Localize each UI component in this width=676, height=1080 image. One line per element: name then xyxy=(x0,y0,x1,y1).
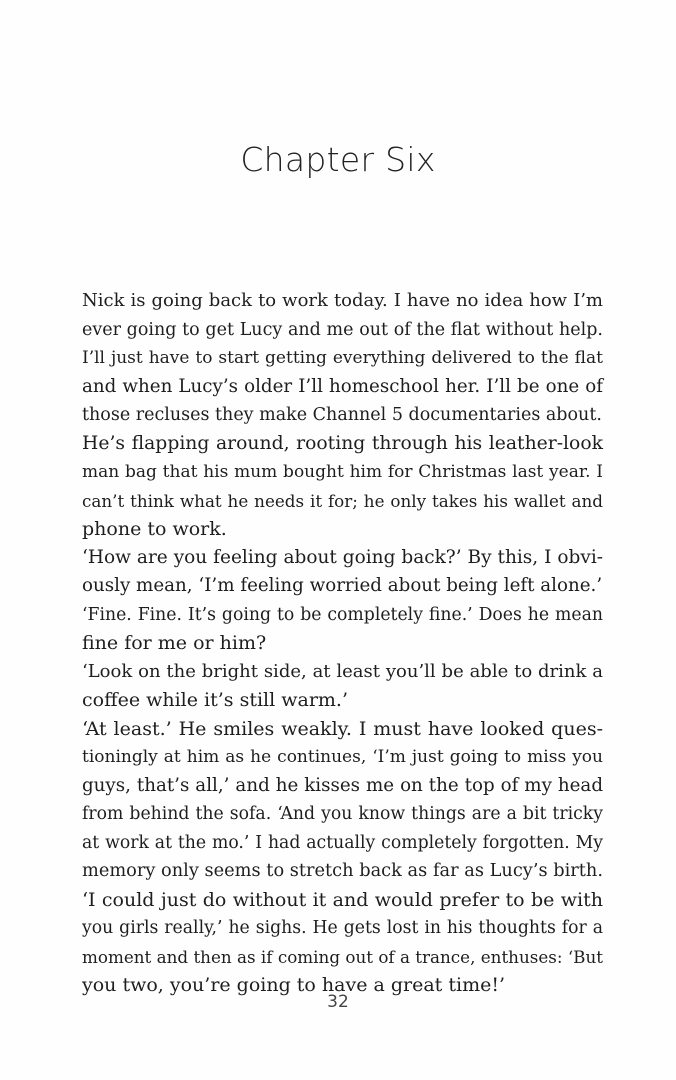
text-line: guys, that’s all,’ and he kisses me on the top of my head xyxy=(82,774,603,796)
text-line: ‘Look on the bright side, at least you’ll be able to drink a xyxy=(82,660,603,682)
text-line: and when Lucy’s older I’ll homeschool her. I’ll be one of xyxy=(82,375,603,397)
page-number: 32 xyxy=(327,992,349,1012)
body-text xyxy=(82,287,603,1000)
text-line: from behind the sofa. ‘And you know things are a bit tricky xyxy=(82,804,603,824)
text-line: can’t think what he needs it for; he only takes his wallet and xyxy=(82,490,603,511)
text-line: you girls really,’ he sighs. He gets lost in his thoughts for a xyxy=(82,918,603,938)
text-line: tioningly at him as he continues, ‘I’m just going to miss you xyxy=(82,747,603,767)
text-line: those recluses they make Channel 5 documentaries about. xyxy=(82,405,602,425)
text-line: you two, you’re going to have a great time!’ xyxy=(82,974,506,996)
text-line: phone to work. xyxy=(82,518,227,540)
text-line: ‘How are you feeling about going back?’ By this, I obvi- xyxy=(82,546,603,568)
text-line: fine for me or him? xyxy=(82,632,267,654)
text-line: coffee while it’s still warm.’ xyxy=(82,689,349,711)
text-line: memory only seems to stretch back as far as Lucy’s birth. xyxy=(82,861,603,881)
chapter-title: Chapter Six xyxy=(240,140,436,179)
text-line: ‘At least.’ He smiles weakly. I must have looked ques- xyxy=(82,717,603,740)
text-line: ‘I could just do without it and would prefer to be with xyxy=(82,888,603,911)
text-line: man bag that his mum bought him for Christmas last year. I xyxy=(82,462,603,482)
text-line: moment and then as if coming out of a trance, enthuses: ‘But xyxy=(82,946,603,967)
text-line: ously mean, ‘I’m feeling worried about being left alone.’ xyxy=(82,575,603,596)
text-line: He’s flapping around, rooting through his leather-look xyxy=(82,432,603,454)
text-line: ever going to get Lucy and me out of the flat without help. xyxy=(82,319,603,340)
text-line: ‘Fine. Fine. It’s going to be completely fine.’ Does he mean xyxy=(82,604,603,625)
text-line: I’ll just have to start getting everything delivered to the flat xyxy=(82,348,603,368)
text-line: Nick is going back to work today. I have no idea how I’m xyxy=(82,290,603,311)
text-line: at work at the mo.’ I had actually completely forgotten. My xyxy=(82,832,603,853)
